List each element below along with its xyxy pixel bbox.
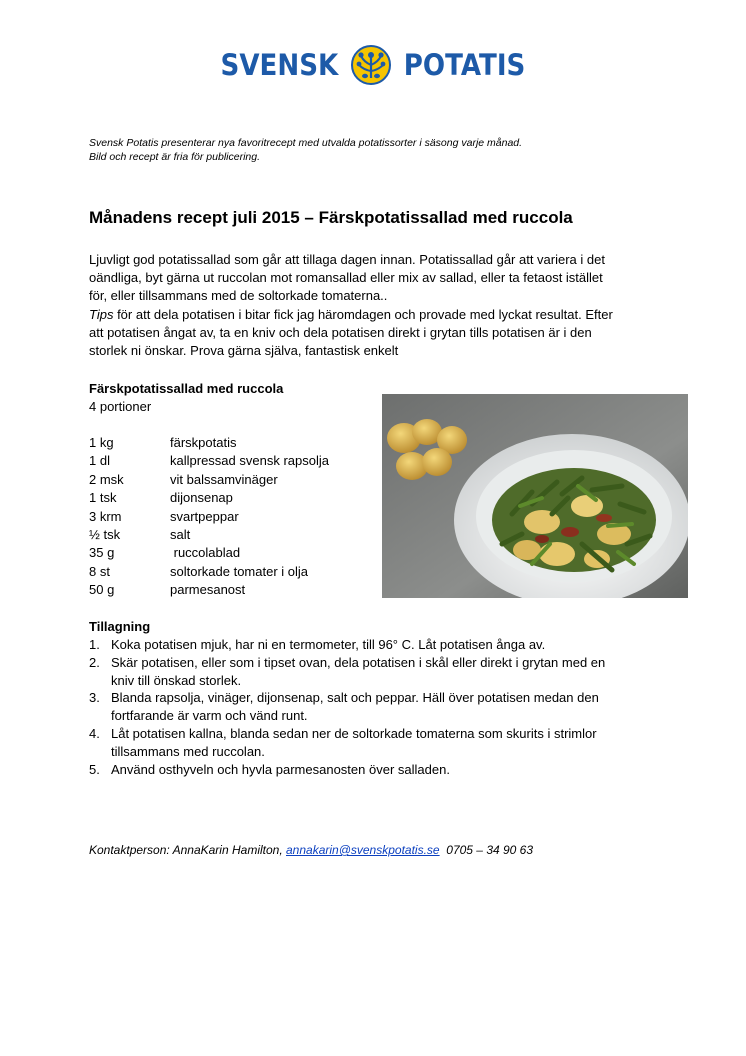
ingredient-row — [89, 508, 329, 526]
contact-email-link[interactable]: annakarin@svenskpotatis.se — [286, 843, 440, 857]
ingredient-row — [89, 581, 329, 599]
ingredient-qty: 50 g — [89, 582, 115, 598]
ingredient-row — [89, 471, 329, 489]
ingredient-item: kallpressad svensk rapsolja — [170, 453, 329, 469]
tips-word: Tips — [89, 306, 114, 322]
paragraph-line: Ljuvligt god potatissallad som går att tillaga dagen innan. Potatissallad går att variera i det — [89, 252, 605, 267]
tips-line: storlek ni önskar. Prova gärna själva, fantastisk enkelt — [89, 343, 399, 359]
step-number: 1. — [89, 637, 100, 652]
step-line: Skär potatisen, eller som i tipset ovan, dela potatisen i skål eller direkt i grytan med en — [111, 654, 606, 670]
step-line: fortfarande är varm och vänd runt. — [111, 708, 308, 724]
step-text — [111, 689, 599, 725]
step-item — [89, 636, 669, 654]
ingredient-row — [89, 544, 329, 562]
step-number: 2. — [89, 654, 100, 670]
contact-phone: 0705 – 34 90 63 — [439, 843, 534, 857]
ingredient-qty: 1 dl — [89, 453, 110, 469]
recipe-header — [89, 380, 283, 416]
logo-word-svensk: SVENSK — [220, 48, 339, 82]
tips-text: för att dela potatisen i bitar fick jag häromdagen och provade med lyckat resultat. Efter — [113, 306, 613, 322]
step-text — [111, 761, 450, 779]
ingredient-row — [89, 489, 329, 507]
step-item — [89, 654, 669, 690]
ingredient-qty: 2 msk — [89, 471, 124, 487]
recipe-description — [89, 251, 669, 360]
ingredient-row — [89, 452, 329, 470]
paragraph-line: för, eller tillsammans med de soltorkade tomaterna.. — [89, 288, 388, 304]
intro-line: Bild och recept är fria för publicering. — [89, 151, 260, 163]
steps-list — [89, 636, 669, 778]
tips-line: att potatisen ångat av, ta en kniv och dela potatisen direkt i grytan tills potatisen är i den — [89, 324, 592, 340]
logo-word-potatis: POTATIS — [403, 48, 526, 82]
step-line: Blanda rapsolja, vinäger, dijonsenap, salt och peppar. Häll över potatisen medan den — [111, 690, 599, 706]
step-number: 3. — [89, 690, 100, 706]
ingredient-qty: 1 kg — [89, 435, 114, 450]
step-item — [89, 761, 669, 779]
ingredient-qty: ½ tsk — [89, 526, 121, 542]
ingredient-item: soltorkade tomater i olja — [170, 563, 309, 579]
ingredient-item: dijonsenap — [170, 490, 233, 506]
ingredient-qty: 8 st — [89, 563, 110, 579]
step-line: Använd osthyveln och hyvla parmesanosten över salladen. — [111, 761, 450, 777]
step-text — [111, 725, 597, 761]
step-line: tillsammans med ruccolan. — [111, 743, 265, 759]
steps-title: Tillagning — [89, 619, 151, 634]
ingredient-row — [89, 563, 329, 581]
ingredient-row — [89, 434, 329, 452]
ingredient-item: parmesanost — [170, 582, 246, 598]
contact-label: Kontaktperson: AnnaKarin Hamilton, — [89, 843, 286, 857]
potato-plant-icon — [351, 45, 391, 85]
step-line: Koka potatisen mjuk, har ni en termometer, till 96° C. Låt potatisen ånga av. — [111, 637, 546, 652]
ingredient-qty: 1 tsk — [89, 490, 117, 506]
step-line: kniv till önskad storlek. — [111, 672, 242, 688]
ingredient-item: ruccolablad — [170, 545, 241, 561]
ingredient-item: salt — [170, 526, 191, 542]
ingredient-item: färskpotatis — [170, 435, 237, 450]
step-number: 4. — [89, 725, 100, 741]
intro-line: Svensk Potatis presenterar nya favoritrecept med utvalda potatissorter i säsong varje månad. — [89, 137, 523, 149]
recipe-servings: 4 portioner — [89, 399, 152, 414]
contact-line — [89, 843, 533, 857]
recipe-name: Färskpotatissallad med ruccola — [89, 381, 284, 396]
step-text — [111, 636, 545, 654]
step-line: Låt potatisen kallna, blanda sedan ner de soltorkade tomaterna som skurits i strimlor — [111, 725, 597, 741]
ingredient-item: svartpeppar — [170, 508, 239, 524]
step-item — [89, 689, 669, 725]
intro-note — [89, 136, 689, 164]
paragraph-line: oändliga, byt gärna ut ruccolan mot romansallad eller mix av sallad, eller ta fetaost istället — [89, 270, 603, 286]
logo — [0, 40, 746, 90]
ingredient-qty: 35 g — [89, 545, 115, 561]
step-text — [111, 654, 605, 690]
step-number: 5. — [89, 761, 100, 777]
salad-photo — [382, 394, 688, 598]
step-item — [89, 725, 669, 761]
ingredient-item: vit balssamvinäger — [170, 471, 278, 487]
ingredient-row — [89, 526, 329, 544]
tips-line — [89, 306, 669, 324]
ingredient-qty: 3 krm — [89, 508, 122, 524]
page-title: Månadens recept juli 2015 – Färskpotatissallad med ruccola — [89, 208, 573, 227]
ingredient-list — [89, 434, 329, 600]
